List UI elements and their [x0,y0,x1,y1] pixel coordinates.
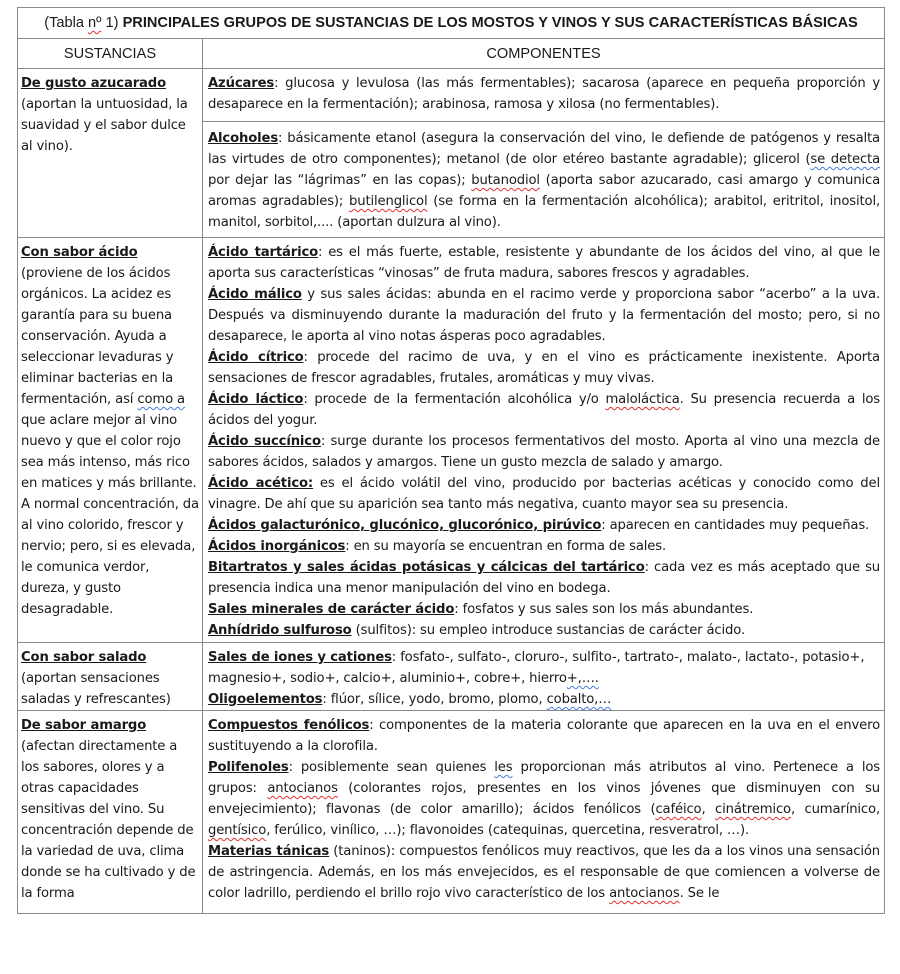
component-text: (se forma en la fermentación alcohólica); arabitol, eritritol, inositol, manitol, sorbitol,.... (aportan dulzura al vino). [208,194,881,230]
title-suffix: 1) [101,15,123,31]
spelling-flag: butanodiol [471,173,540,188]
substance-name: De sabor amargo [21,718,147,733]
component-text: : fosfatos y sus sales son los más abundantes. [454,602,754,617]
substance-cell [18,238,203,643]
table-row [18,711,885,914]
column-header-componentes: COMPONENTES [203,39,885,69]
substance-cell [18,711,203,914]
component-text: , [701,802,716,817]
title-prefix: (Tabla [44,15,89,31]
component-term: Ácido succínico [208,434,321,449]
components-cell [203,69,885,238]
component-text: (colorantes rojos, presentes en los vinos jóvenes que disminuyen con su envejecimiento); flavonas (de color amarillo); ácidos fenólicos ( [208,781,880,817]
component-item [208,128,880,233]
component-text: (taninos): compuestos fenólicos muy reactivos, que les da a los vinos una sensación de astringencia. Además, en los más envejecidos, es el responsable de que comiencen a volverse de color ladrillo, perdiendo el brillo rojo vivo característico de los [208,844,880,901]
component-item [208,557,880,599]
component-term: Ácido málico [208,287,302,302]
component-text: , ferúlico, vinílico, …); flavonoides (catequinas, quercetina, resveratrol, …). [266,823,749,838]
title-main: PRINCIPALES GRUPOS DE SUSTANCIAS DE LOS MOSTOS Y VINOS Y SUS CARACTERÍSTICAS BÁSICAS [122,15,858,31]
substance-name: Con sabor salado [21,650,147,665]
component-term: Polifenoles [208,760,289,775]
component-text: : básicamente etanol (asegura la conservación del vino, le defiende de patógenos y resalta las virtudes de otro componentes); metanol (de olor etéreo bastante agradable); glicerol ( [208,131,880,167]
component-text: . Se le [679,886,720,901]
component-text: : en su mayoría se encuentran en forma de sales. [345,539,667,554]
component-item [208,284,880,347]
spelling-flag: gentísico [208,823,267,838]
spelling-flag: caféico [655,802,702,817]
table-title [18,8,885,39]
component-text: es el ácido volátil del vino, producido por bacterias acéticas y conocido como del vinagre. De ahí que su aparición sea tanto más negativa, cuanto mayor sea su presencia. [208,476,881,512]
table-header-row [18,39,885,69]
component-subcell [203,121,884,233]
component-term: Ácidos galacturónico, glucónico, glucorónico, pirúvico [208,518,602,533]
component-text: : glucosa y levulosa (las más fermentables); sacarosa (aparece en pequeña proporción y desaparece en la fermentación); arabinosa, ramosa y xilosa (no fermentables). [208,76,880,112]
component-text: : cada vez es más aceptado que su presencia indica una menor manipulación del vino en bodega. [208,560,880,596]
spelling-flag: butilenglicol [349,194,428,209]
spelling-flag: cinátremico [715,802,791,817]
component-text: por dejar las “lágrimas” en las copas); [208,173,472,188]
component-item [208,73,880,115]
substance-desc: (aportan sensaciones saladas y refrescantes) [21,671,171,707]
component-item [208,473,880,515]
component-term: Oligoelementos [208,692,323,707]
component-text: : aparecen en cantidades muy pequeñas. [601,518,870,533]
component-term: Materias tánicas [208,844,330,859]
component-term: Compuestos fenólicos [208,718,370,733]
component-item [208,689,880,710]
spelling-flag: antocianos [267,781,338,796]
component-item [208,841,880,904]
component-item [208,536,880,557]
component-text: proporcionan más atributos al vino. Pertenece a los grupos: [208,760,880,796]
component-item [208,599,880,620]
component-term: Ácidos inorgánicos [208,539,346,554]
substance-name: Con sabor ácido [21,245,138,260]
grammar-flag: +,…. [566,671,599,686]
component-text: : fosfato-, sulfato-, cloruro-, sulfito-, tartrato-, malato-, lactato-, potasio+, magnesio+, sodio+, calcio+, aluminio+, cobre+, hierro [208,650,865,686]
component-term: Anhídrido sulfuroso [208,623,352,638]
component-text: (sulfitos): su empleo introduce sustancias de carácter ácido. [351,623,745,638]
component-term: Ácido tartárico [208,245,319,260]
component-text: , cumarínico, [790,802,880,817]
grammar-flag: les [494,760,513,775]
component-item [208,620,880,641]
substance-desc: (afectan directamente a los sabores, olores y a otras capacidades sensitivas del vino. Su concentración depende de la variedad de uva, clima donde se ha cultivado y de la forma [21,739,196,901]
grammar-flag: como a [137,392,185,407]
table-title-row [18,8,885,39]
title-number-flag: nº [88,15,102,31]
component-term: Sales minerales de carácter ácido [208,602,455,617]
table-row [18,238,885,643]
component-term: Ácido cítrico [208,350,304,365]
component-item [208,347,880,389]
substance-desc: que aclare mejor al vino nuevo y que el color rojo sea más intenso, más rico en matices y más brillante. A normal concentración, da al vino colorido, frescor y nervio; pero, si es elevada, le comunica verdor, dureza, y gusto desagradable. [21,413,199,617]
spelling-flag: maloláctica [605,392,680,407]
component-text: : componentes de la materia colorante que aparecen en la uva en el envero sustituyendo a la clorofila. [208,718,880,754]
substance-desc: (aportan la untuosidad, la suavidad y el sabor dulce al vino). [21,97,188,154]
component-text: : posiblemente sean quienes [288,760,495,775]
component-term: Alcoholes [208,131,279,146]
component-text: : procede de la fermentación alcohólica y/o [303,392,606,407]
spelling-flag: antocianos [609,886,680,901]
component-term: Bitartratos y sales ácidas potásicas y cálcicas del tartárico [208,560,645,575]
substance-name: De gusto azucarado [21,76,166,91]
grammar-flag: se detecta [810,152,881,167]
components-cell [203,711,885,914]
component-text: . Su presencia recuerda a los ácidos del yogur. [208,392,880,428]
substances-table [17,7,885,914]
component-text: : procede del racimo de uva, y en el vino es prácticamente inexistente. Aporta sensaciones de frescor agradables, frutales, aromáticas y muy vivas. [208,350,880,386]
components-cell [203,643,885,711]
table-row [18,69,885,238]
component-item [208,389,880,431]
component-item [208,431,880,473]
grammar-flag: cobalto,… [546,692,612,707]
component-item [208,715,880,757]
component-text: y sus sales ácidas: abunda en el racimo verde y proporciona sabor “acerbo” a la uva. Después va disminuyendo durante la maduración del fruto y la fermentación del mosto; pero, si no desaparece, le aporta al vino notas ásperas poco agradables. [208,287,880,344]
component-item [208,757,880,841]
column-header-sustancias: SUSTANCIAS [18,39,203,69]
component-item [208,515,880,536]
components-cell [203,238,885,643]
component-text: : flúor, sílice, yodo, bromo, plomo, [322,692,547,707]
substance-cell [18,69,203,238]
component-text: : surge durante los procesos fermentativos del mosto. Aporta al vino una mezcla de sabores ácidos, salados y amargos. Tiene un gusto mezcla de salado y amargo. [208,434,880,470]
component-term: Sales de iones y cationes [208,650,392,665]
component-text: (aporta sabor azucarado, casi amargo y comunica aromas agradables); [208,173,881,209]
component-item [208,647,880,689]
component-text: : es el más fuerte, estable, resistente y abundante de los ácidos del vino, al que le aporta sus características “vinosas” de fruta madura, sabores frescos y agradables. [208,245,880,281]
component-term: Azúcares [208,76,275,91]
substance-cell [18,643,203,711]
component-term: Ácido acético: [208,476,314,491]
component-item [208,242,880,284]
table-row [18,643,885,711]
substance-desc: (proviene de los ácidos orgánicos. La acidez es garantía para su buena conservación. Ayuda a seleccionar levaduras y eliminar bacterias en la fermentación, así [21,266,174,407]
component-term: Ácido láctico [208,392,304,407]
